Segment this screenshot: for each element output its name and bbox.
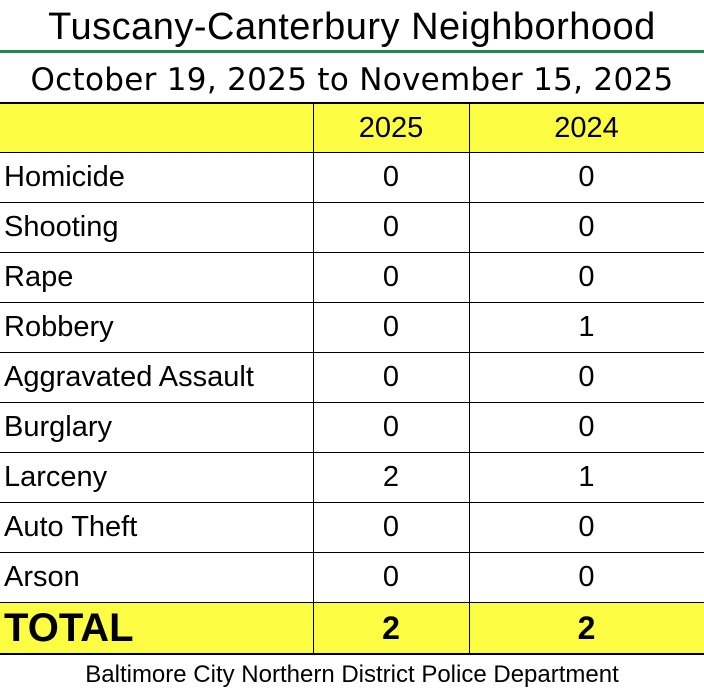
table-row [0, 153, 704, 203]
count-2024: 1 [469, 453, 704, 503]
count-2024: 0 [469, 353, 704, 403]
crime-type-label: Rape [0, 253, 313, 303]
count-2025: 0 [313, 303, 469, 353]
table-row [0, 453, 704, 503]
header-year-2024: 2024 [469, 103, 704, 153]
total-2024: 2 [469, 603, 704, 655]
table-row [0, 253, 704, 303]
count-2025: 0 [313, 153, 469, 203]
count-2024: 1 [469, 303, 704, 353]
total-label: TOTAL [0, 603, 313, 655]
count-2025: 0 [313, 253, 469, 303]
total-row [0, 603, 704, 655]
date-range: October 19, 2025 to November 15, 2025 [30, 62, 674, 98]
title-divider [0, 50, 704, 53]
count-2024: 0 [469, 203, 704, 253]
crime-type-label: Larceny [0, 453, 313, 503]
count-2025: 0 [313, 553, 469, 603]
page-title: Tuscany-Canterbury Neighborhood [48, 6, 656, 48]
count-2025: 2 [313, 453, 469, 503]
table-row [0, 353, 704, 403]
table-header-row [0, 103, 704, 153]
crime-type-label: Robbery [0, 303, 313, 353]
count-2024: 0 [469, 253, 704, 303]
table-row [0, 203, 704, 253]
table-row [0, 403, 704, 453]
crime-type-label: Shooting [0, 203, 313, 253]
crime-type-label: Aggravated Assault [0, 353, 313, 403]
crime-type-label: Auto Theft [0, 503, 313, 553]
crime-type-label: Arson [0, 553, 313, 603]
table-row [0, 503, 704, 553]
crime-stats-table-container [0, 102, 704, 655]
count-2025: 0 [313, 403, 469, 453]
count-2024: 0 [469, 503, 704, 553]
crime-type-label: Burglary [0, 403, 313, 453]
table-row [0, 303, 704, 353]
total-2025: 2 [313, 603, 469, 655]
count-2025: 0 [313, 203, 469, 253]
count-2024: 0 [469, 153, 704, 203]
table-row [0, 553, 704, 603]
header-year-2025: 2025 [313, 103, 469, 153]
crime-stats-table [0, 102, 704, 655]
footer-department: Baltimore City Northern District Police Department [85, 661, 619, 688]
header-blank-cell [0, 103, 313, 153]
count-2025: 0 [313, 353, 469, 403]
count-2024: 0 [469, 403, 704, 453]
count-2024: 0 [469, 553, 704, 603]
count-2025: 0 [313, 503, 469, 553]
crime-type-label: Homicide [0, 153, 313, 203]
